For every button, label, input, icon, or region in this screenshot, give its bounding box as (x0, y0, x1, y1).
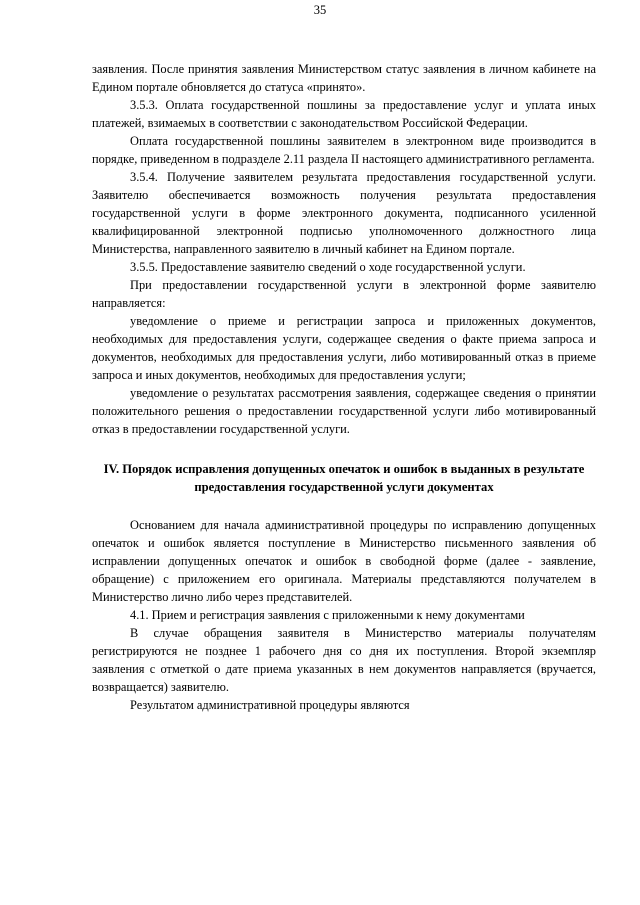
paragraph: Результатом административной процедуры являются (130, 698, 410, 712)
paragraph: Оплата государственной пошлины заявителем в электронном виде производится в порядке, приведенном в подразделе 2.11 раздела II настоящего административного регламента. (92, 134, 596, 166)
paragraph: 3.5.4. Получение заявителем результата предоставления государственной услуги. Заявителю обеспечивается возможность получения результата предоставления государственной услуги в форме электронного документа, подписанного усиленной квалифицированной электронной подписью уполномоченного должностного лица Министерства, направленного заявителю в личный кабинет на Едином портале. (92, 170, 596, 256)
paragraph: заявления. После принятия заявления Министерством статус заявления в личном кабинете на Едином портале обновляется до статуса «принято». (92, 62, 596, 94)
paragraph: 3.5.5. Предоставление заявителю сведений о ходе государственной услуги. (130, 260, 526, 274)
paragraph: уведомление о приеме и регистрации запроса и приложенных документов, необходимых для предоставления услуги, содержащее сведения о факте приема запроса и документов, необходимых для предоставления услуги, либо мотивированный отказ в приеме запроса и иных документов, необходимых для предоставления услуги; (92, 314, 596, 382)
document-body (92, 60, 596, 714)
paragraph: уведомление о результатах рассмотрения заявления, содержащее сведения о принятии положительного решения о предоставлении государственной услуги либо мотивированный отказ в предоставлении государственной услуги. (92, 386, 596, 436)
paragraph: При предоставлении государственной услуги в электронной форме заявителю направляется: (92, 278, 596, 310)
paragraph: В случае обращения заявителя в Министерство материалы получателям регистрируются не позднее 1 рабочего дня со дня их поступления. Второй экземпляр заявления с отметкой о дате приема указанных в нем документов направляется (вручается, возвращается) заявителю. (92, 626, 596, 694)
paragraph: Основанием для начала административной процедуры по исправлению допущенных опечаток и ошибок является поступление в Министерство письменного заявления об исправлении допущенных опечаток и ошибок в свободной форме (далее - заявление, обращение) с приложением его оригинала. Материалы представляются получателем в Министерство лично либо через представителей. (92, 518, 596, 604)
section-heading: IV. Порядок исправления допущенных опечаток и ошибок в выданных в результате предоставления государственной услуги документах (103, 462, 585, 494)
paragraph: 3.5.3. Оплата государственной пошлины за предоставление услуг и уплата иных платежей, взимаемых в соответствии с законодательством Российской Федерации. (92, 98, 596, 130)
paragraph: 4.1. Прием и регистрация заявления с приложенными к нему документами (130, 608, 525, 622)
page-number: 35 (313, 3, 327, 17)
